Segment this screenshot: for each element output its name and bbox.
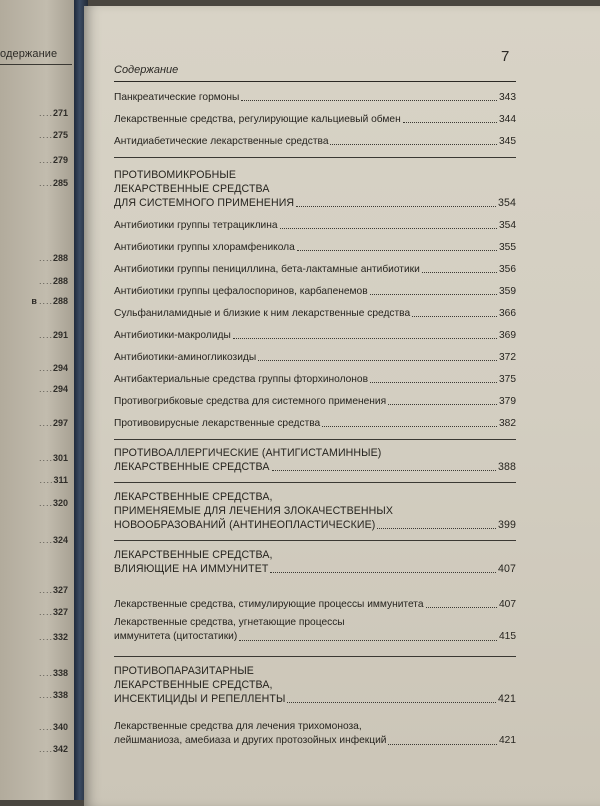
toc-entry: Антибиотики группы пенициллина, бета-лактамные антибиотики 356 — [114, 264, 516, 275]
section-rule — [114, 540, 516, 541]
toc-entry: Антибактериальные средства группы фторхинолонов 375 — [114, 374, 516, 385]
left-head-rule — [0, 64, 72, 65]
toc-entry: Антибиотики группы хлорамфеникола 355 — [114, 242, 516, 253]
toc-section-heading: ПРОТИВОАЛЛЕРГИЧЕСКИЕ (АНТИГИСТАМИННЫЕ) ЛЕКАРСТВЕННЫЕ СРЕДСТВА 388 — [114, 447, 516, 473]
left-page-number: ....327 — [38, 607, 68, 617]
section-rule — [114, 439, 516, 440]
left-page-number: ....342 — [38, 744, 68, 754]
left-page-number: ....291 — [38, 330, 68, 340]
toc-entry: Лекарственные средства, стимулирующие процессы иммунитета 407 — [114, 599, 516, 610]
left-page-number: ....271 — [38, 108, 68, 118]
toc-entry: Противогрибковые средства для системного применения 379 — [114, 396, 516, 407]
left-page-number: ....327 — [38, 585, 68, 595]
left-page-number: ....311 — [39, 475, 68, 485]
left-page-number: ....301 — [38, 453, 68, 463]
left-page-number: ....338 — [38, 690, 68, 700]
head-rule — [114, 81, 516, 82]
left-page-number: ....332 — [38, 632, 68, 642]
left-page-number: ....338 — [38, 668, 68, 678]
section-rule — [114, 656, 516, 657]
toc-entry: Антибиотики-аминогликозиды 372 — [114, 352, 516, 363]
toc-entry: Сульфаниламидные и близкие к ним лекарственные средства 366 — [114, 308, 516, 319]
toc-entry: Лекарственные средства, угнетающие процессы иммунитета (цитостатики) 415 — [114, 617, 516, 642]
toc-section-heading: ПРОТИВОПАРАЗИТАРНЫЕ ЛЕКАРСТВЕННЫЕ СРЕДСТВА, ИНСЕКТИЦИДЫ И РЕПЕЛЛЕНТЫ 421 — [114, 665, 516, 705]
toc-entry: Лекарственные средства, регулирующие кальциевый обмен 344 — [114, 114, 516, 125]
contents-page — [84, 6, 600, 806]
section-rule — [114, 157, 516, 158]
left-facing-page — [0, 0, 78, 800]
left-page-number: ....275 — [38, 130, 68, 140]
left-page-number: ....340 — [38, 722, 68, 732]
toc-section-heading: ПРОТИВОМИКРОБНЫЕ ЛЕКАРСТВЕННЫЕ СРЕДСТВА ДЛЯ СИСТЕМНОГО ПРИМЕНЕНИЯ 354 — [114, 169, 516, 209]
left-page-number: ....297 — [38, 418, 68, 428]
left-page-number: ....294 — [38, 363, 68, 373]
toc-entry: Лекарственные средства для лечения трихомоноза, лейшманиоза, амебиаза и других протозойных инфекций 421 — [114, 721, 516, 746]
left-page-number: в ....288 — [31, 296, 68, 306]
toc-entry: Антибиотики группы тетрациклина 354 — [114, 220, 516, 231]
left-running-head: одержание — [0, 48, 58, 60]
toc-entry: Антибиотики-макролиды 369 — [114, 330, 516, 341]
left-page-number: ....288 — [38, 276, 68, 286]
toc-entry: Антибиотики группы цефалоспоринов, карбапенемов 359 — [114, 286, 516, 297]
left-page-number: ....320 — [38, 498, 68, 508]
running-head: Содержание — [114, 64, 179, 76]
left-page-number: ....324 — [38, 535, 68, 545]
section-rule — [114, 482, 516, 483]
left-page-number: ....285 — [38, 178, 68, 188]
toc-section-heading: ЛЕКАРСТВЕННЫЕ СРЕДСТВА, ПРИМЕНЯЕМЫЕ ДЛЯ ЛЕЧЕНИЯ ЗЛОКАЧЕСТВЕННЫХ НОВООБРАЗОВАНИЙ (АНТИНЕОПЛАСТИЧЕСКИЕ) 399 — [114, 491, 516, 531]
page-number: 7 — [501, 48, 510, 65]
toc-entry: Антидиабетические лекарственные средства 345 — [114, 136, 516, 147]
toc-entry: Противовирусные лекарственные средства 382 — [114, 418, 516, 429]
toc-entry: Панкреатические гормоны 343 — [114, 92, 516, 103]
left-page-number: ....294 — [38, 384, 68, 394]
left-page-number: ....288 — [38, 253, 68, 263]
toc-section-heading: ЛЕКАРСТВЕННЫЕ СРЕДСТВА, ВЛИЯЮЩИЕ НА ИММУНИТЕТ 407 — [114, 549, 516, 575]
left-page-number: ....279 — [38, 155, 68, 165]
